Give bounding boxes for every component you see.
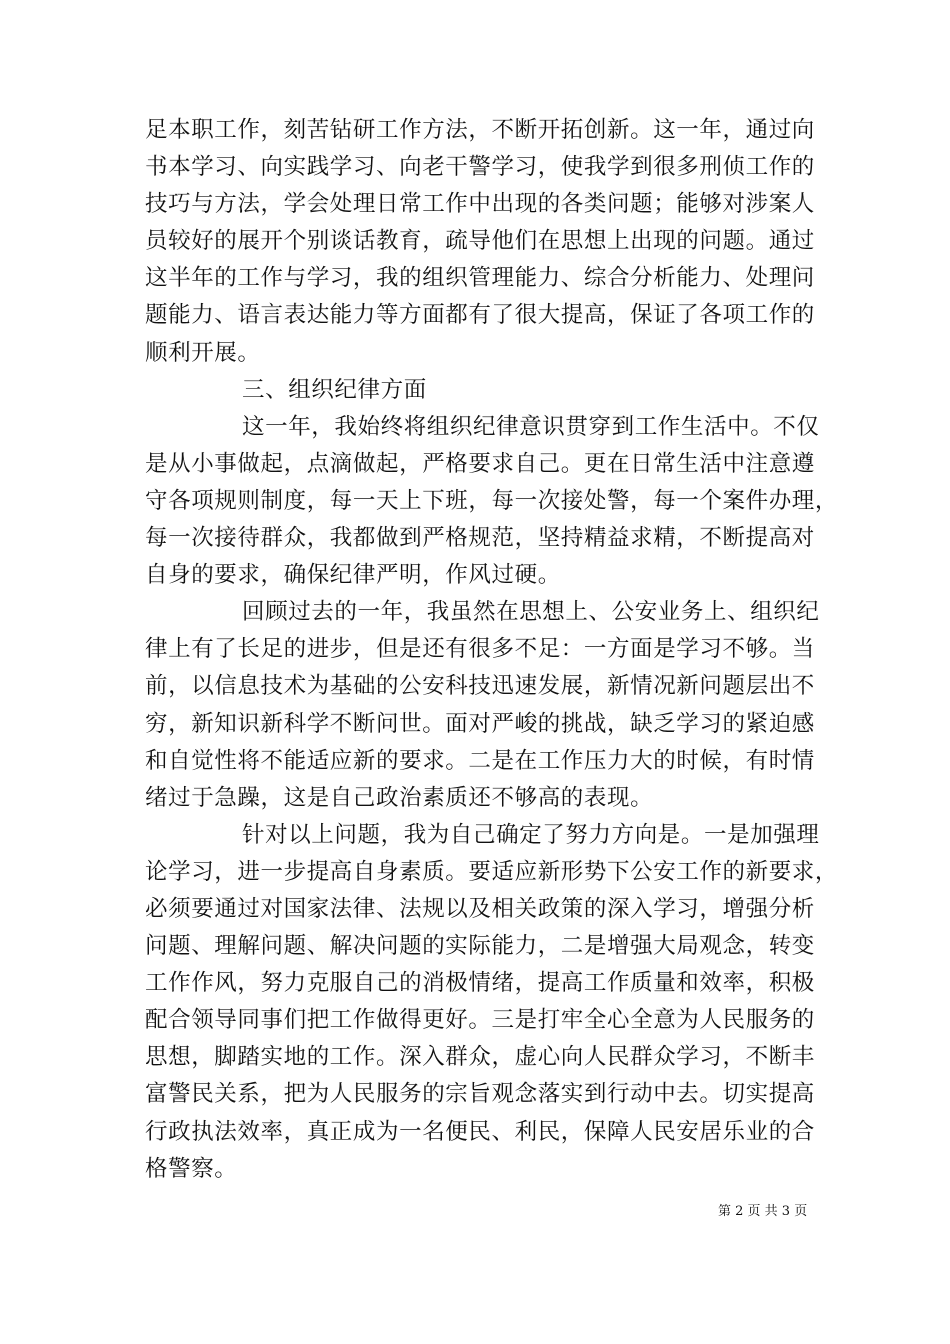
text-line: 行政执法效率，真正成为一名便民、利民，保障人民安居乐业的合 [145, 1118, 815, 1145]
text-line: 技巧与方法，学会处理日常工作中出现的各类问题；能够对涉案人 [145, 191, 815, 218]
text-line: 守各项规则制度，每一天上下班，每一次接处警，每一个案件办理， [145, 487, 839, 514]
text-line: 足本职工作，刻苦钻研工作方法，不断开拓创新。这一年，通过向 [145, 117, 815, 143]
text-line: 每一次接待群众，我都做到严格规范，坚持精益求精，不断提高对 [145, 525, 815, 552]
page-number-footer: 第 2 页 共 3 页 [718, 1204, 808, 1219]
text-line: 问题、理解问题、解决问题的实际能力，二是增强大局观念，转变 [145, 933, 815, 960]
paragraph-first-line: 三、组织纪律方面 [242, 376, 427, 403]
text-line: 律上有了长足的进步，但是还有很多不足：一方面是学习不够。当 [145, 636, 815, 663]
text-line: 配合领导同事们把工作做得更好。三是打牢全心全意为人民服务的 [145, 1007, 815, 1034]
paragraph-first-line: 回顾过去的一年，我虽然在思想上、公安业务上、组织纪 [242, 599, 820, 626]
text-line: 是从小事做起，点滴做起，严格要求自己。更在日常生活中注意遵 [145, 450, 815, 477]
text-line: 书本学习、向实践学习、向老干警学习，使我学到很多刑侦工作的 [145, 154, 815, 181]
text-line: 富警民关系，把为人民服务的宗旨观念落实到行动中去。切实提高 [145, 1081, 815, 1108]
text-line: 前，以信息技术为基础的公安科技迅速发展，新情况新问题层出不 [145, 673, 815, 700]
paragraph-first-line: 针对以上问题，我为自己确定了努力方向是。一是加强理 [242, 821, 820, 848]
text-line: 思想，脚踏实地的工作。深入群众，虚心向人民群众学习，不断丰 [145, 1044, 815, 1071]
text-line: 工作作风，努力克服自己的消极情绪，提高工作质量和效率，积极 [145, 970, 815, 997]
text-line: 题能力、语言表达能力等方面都有了很大提高，保证了各项工作的 [145, 302, 815, 329]
text-line: 格警察。 [145, 1155, 238, 1182]
text-line: 这半年的工作与学习，我的组织管理能力、综合分析能力、处理问 [145, 265, 815, 292]
document-body [145, 112, 839, 1188]
text-line: 和自觉性将不能适应新的要求。二是在工作压力大的时候，有时情 [145, 747, 815, 774]
text-line: 绪过于急躁，这是自己政治素质还不够高的表现。 [145, 784, 654, 811]
text-line: 自身的要求，确保纪律严明，作风过硬。 [145, 562, 561, 589]
text-line: 论学习，进一步提高自身素质。要适应新形势下公安工作的新要求， [145, 858, 839, 885]
text-line: 员较好的展开个别谈话教育，疏导他们在思想上出现的问题。通过 [145, 228, 815, 255]
text-line: 顺利开展。 [145, 339, 261, 366]
paragraph-first-line: 这一年，我始终将组织纪律意识贯穿到工作生活中。不仅 [242, 413, 820, 440]
text-line: 必须要通过对国家法律、法规以及相关政策的深入学习，增强分析 [145, 895, 815, 922]
text-line: 穷，新知识新科学不断问世。面对严峻的挑战，缺乏学习的紧迫感 [145, 710, 815, 737]
